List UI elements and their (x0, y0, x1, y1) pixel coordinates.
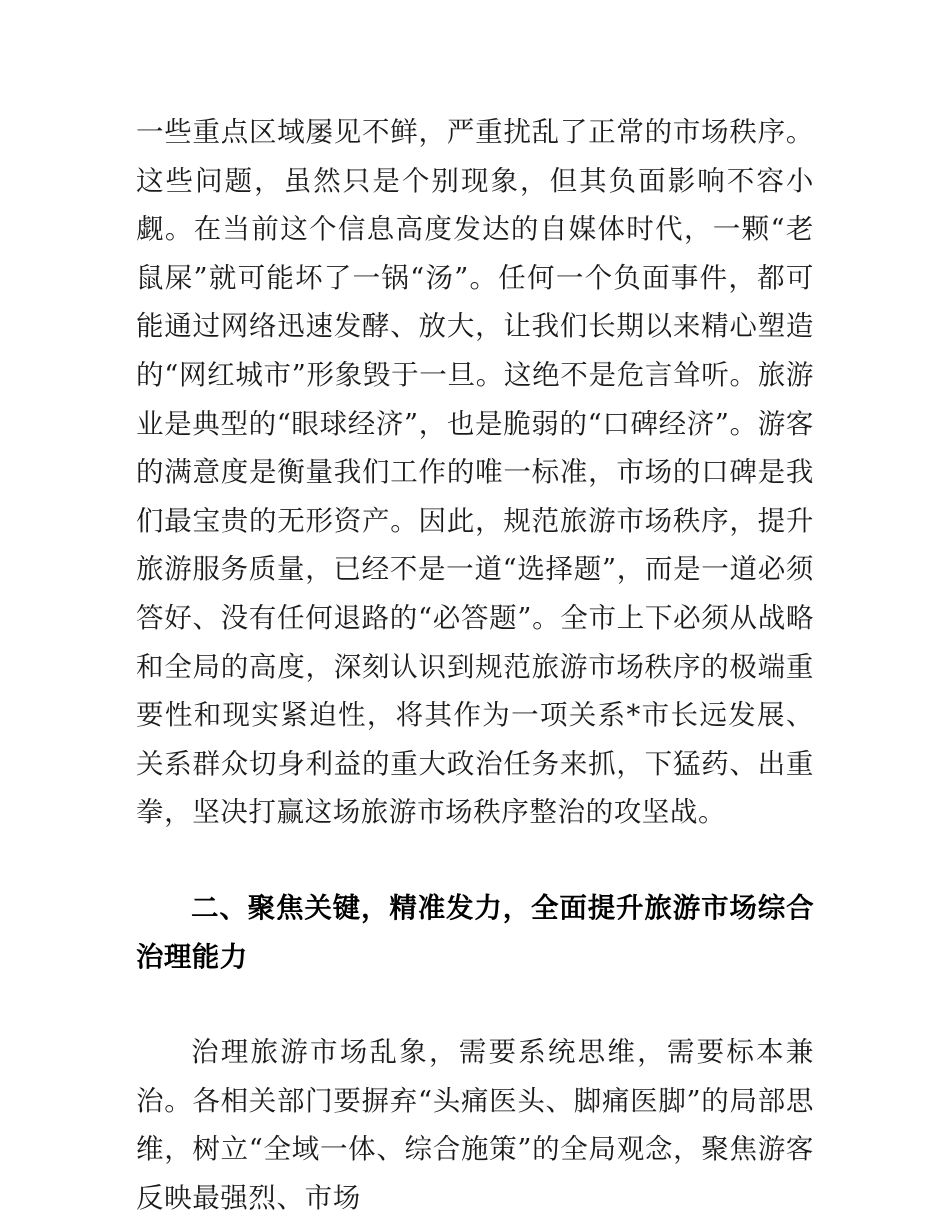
body-paragraph-section-two: 治理旅游市场乱象，需要系统思维，需要标本兼治。各相关部门要摒弃“头痛医头、脚痛医脚”的局部思维，树立“全域一体、综合施策”的全局观念，聚焦游客反映最强烈、市场 (136, 1036, 814, 1214)
spacer-after-heading (136, 981, 814, 1028)
spacer-before-heading (136, 837, 814, 884)
document-content (136, 108, 814, 1222)
body-paragraph-continued: 一些重点区域屡见不鲜，严重扰乱了正常的市场秩序。这些问题，虽然只是个别现象，但其负面影响不容小觑。在当前这个信息高度发达的自媒体时代，一颗“老鼠屎”就可能坏了一锅“汤”。任何一个负面事件，都可能通过网络迅速发酵、放大，让我们长期以来精心塑造的“网红城市”形象毁于一旦。这绝不是危言耸听。旅游业是典型的“眼球经济”，也是脆弱的“口碑经济”。游客的满意度是衡量我们工作的唯一标准，市场的口碑是我们最宝贵的无形资产。因此，规范旅游市场秩序，提升旅游服务质量，已经不是一道“选择题”，而是一道必须答好、没有任何退路的“必答题”。全市上下必须从战略和全局的高度，深刻认识到规范旅游市场秩序的极端重要性和现实紧迫性，将其作为一项关系*市长远发展、关系群众切身利益的重大政治任务来抓，下猛药、出重拳，坚决打赢这场旅游市场秩序整治的攻坚战。 (136, 116, 814, 829)
section-heading-two: 二、聚焦关键，精准发力，全面提升旅游市场综合治理能力 (136, 891, 814, 972)
